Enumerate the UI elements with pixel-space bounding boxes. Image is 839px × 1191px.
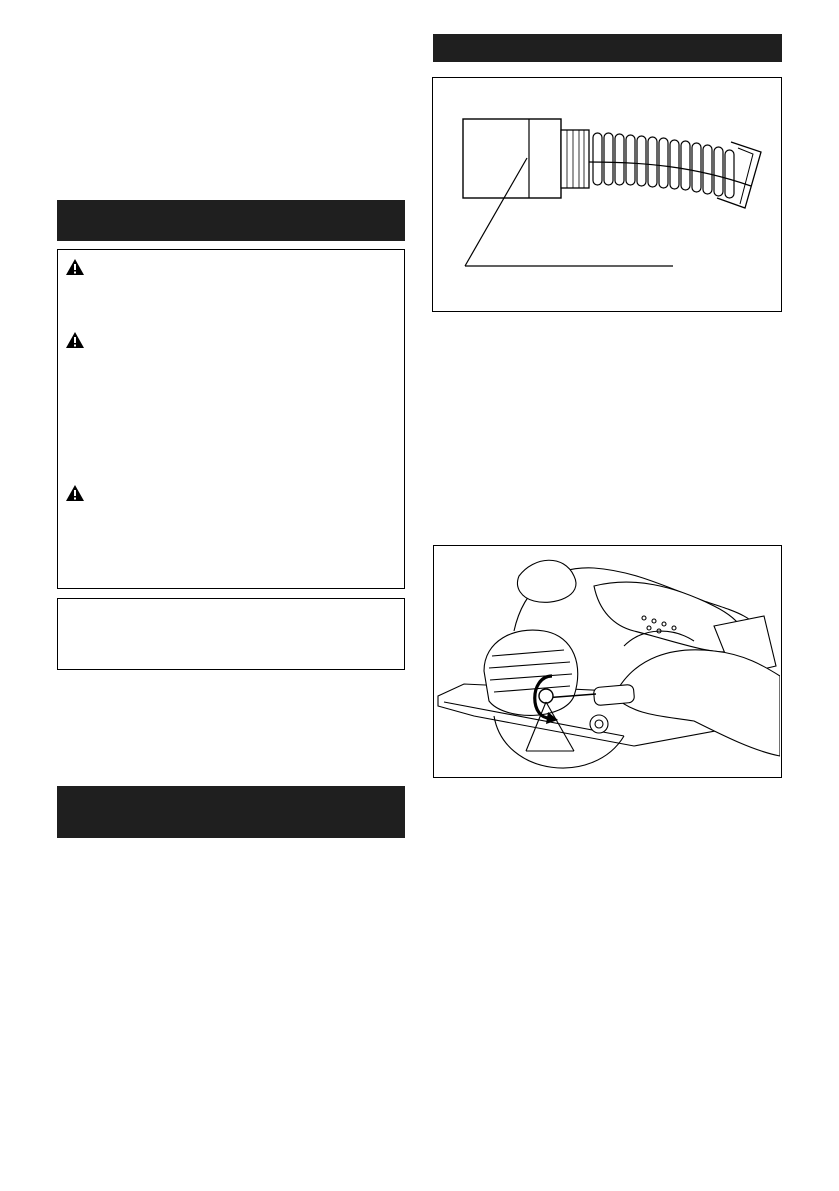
warning-triangle-icon	[65, 258, 85, 276]
warning-box	[57, 249, 405, 589]
carbon-brush-illustration	[433, 78, 780, 310]
warning-triangle-icon	[65, 484, 85, 502]
section-header-bar-2	[57, 786, 405, 838]
figure-carbon-brush	[432, 77, 782, 312]
figure-brush-holder-cap	[433, 545, 782, 778]
section-header-bar-1	[57, 200, 405, 241]
section-header-bar-top	[433, 34, 782, 62]
warning-triangle-icon	[65, 331, 85, 349]
note-box	[57, 598, 405, 670]
circular-saw-brush-cap-illustration	[434, 546, 780, 776]
